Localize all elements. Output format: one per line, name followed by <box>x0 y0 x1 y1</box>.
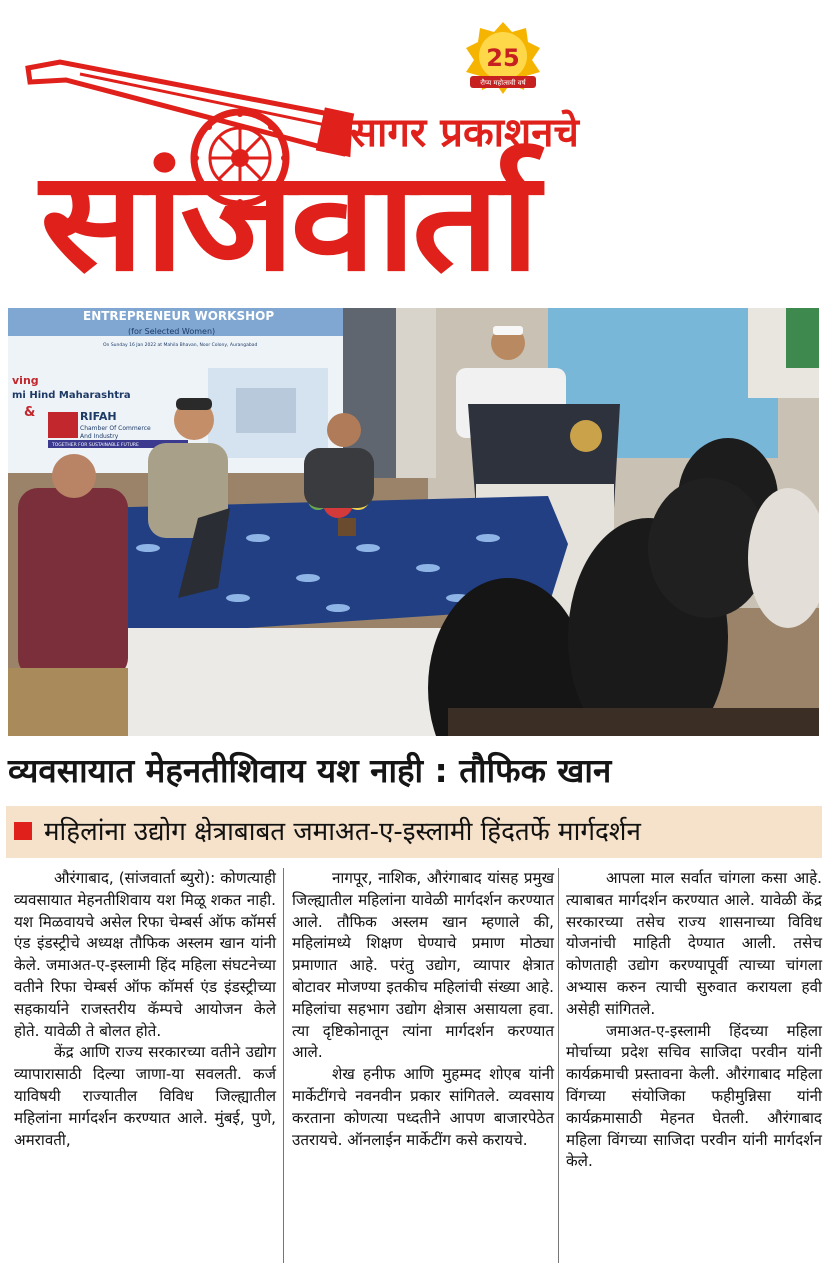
headline: व्यवसायात मेहनतीशिवाय यश नाही : तौफिक खान <box>8 751 612 790</box>
masthead-subtitle: सागर प्रकाशनचे <box>350 110 579 156</box>
banner-org2-sub1: Chamber Of Commerce <box>80 425 151 432</box>
column-divider <box>558 868 559 1263</box>
article-column-1 <box>14 868 276 1151</box>
badge-caption: रौप्य महोत्सवी वर्ष <box>480 79 526 87</box>
paragraph: केंद्र आणि राज्य सरकारच्या वतीने उद्योग व्यापारासाठी दिल्या जाणा-या सवलती. कर्ज याविषयी राज्यातील विविध जिल्ह्यातील महिलांना मार्गदर्शन करण्यात आले. मुंबई, पुणे, अमरावती, <box>14 1043 276 1149</box>
column-divider <box>283 868 284 1263</box>
banner-org2-sub2: And Industry <box>80 433 119 440</box>
masthead-title: सांजवार्ता <box>40 141 536 302</box>
banner-subtitle: (for Selected Women) <box>128 327 216 336</box>
paragraph: नागपूर, नाशिक, औरंगाबाद यांसह प्रमुख जिल्ह्यातील महिलांना यावेळी मार्गदर्शन करण्यात आले. तौफिक अस्लम खान म्हणाले की, महिलांमध्ये शिक्षण घेण्याचे प्रमाण मोठ्या प्रमाणात आहे. परंतु उद्योग, व्यापार क्षेत्रात बोटावर मोजण्या इतकीच महिलांची संख्या आहे. महिलांचा सहभाग उद्योग क्षेत्रास असायला हवा. त्या दृष्टिकोनातून त्यांना मार्गदर्शन करण्यात आले. <box>292 869 554 1062</box>
banner-title: ENTREPRENEUR WORKSHOP <box>83 309 275 323</box>
paragraph: जमाअत-ए-इस्लामी हिंदच्या महिला मोर्चाच्या प्रदेश सचिव साजिदा परवीन यांनी कार्यक्रमाची प्रस्तावना केली. औरंगाबाद महिला विंगच्या संयोजिका फहीमुन्निसा यांनी कार्यक्रमासाठी मेहनत घेतली. औरंगाबाद महिला विंगच्या साजिदा परवीन यांनी मार्गदर्शन केले. <box>566 1021 822 1171</box>
banner-org1: mi Hind Maharashtra <box>12 390 131 401</box>
event-photo <box>8 308 819 736</box>
article-column-3 <box>566 868 822 1173</box>
badge-number: 25 <box>486 44 520 72</box>
banner-date: On Sunday 16 Jan 2022 at Mahila Bhavan, Noor Colony, Aurangabad <box>103 343 258 348</box>
svg-text:&: & <box>24 405 36 420</box>
masthead <box>0 0 825 300</box>
paragraph: औरंगाबाद, (सांजवार्ता ब्युरो): कोणत्याही व्यवसायात मेहनतीशिवाय यश मिळू शकत नाही. यश मिळवायचे असेल रिफा चेम्बर्स ऑफ कॉमर्स एंड इंडस्ट्रीचे अध्यक्ष तौफिक अस्लम खान यांनी केले. जमाअत-ए-इस्लामी हिंद महिला संघटनेच्या वतीने रिफा चेम्बर्स ऑफ कॉमर्स एंड इंडस्ट्रीच्या सहकार्याने राजस्तरीय कॅम्पचे आयोजन केले होते. यावेळी ते बोलत होते. <box>14 869 276 1040</box>
silver-jubilee-badge <box>462 20 544 96</box>
banner-tagline: TOGETHER FOR SUSTAINABLE FUTURE <box>52 443 139 448</box>
event-photo-illustration <box>8 308 819 736</box>
bullet-square-icon <box>14 822 32 840</box>
banner-prefix: ving <box>12 374 39 387</box>
paragraph: आपला माल सर्वात चांगला कसा आहे. त्याबाबत मार्गदर्शन करण्यात आले. यावेळी केंद्र सरकारच्या तसेच राज्य शासनाच्या विविध योजनांची माहिती देण्यात आली. तसेच कोणताही उद्योग करण्यापूर्वी त्याच्या चांगला अभ्यास करुन त्याची सुरुवात करायला हवी असेही सांगितले. <box>566 869 822 1018</box>
paragraph: शेख हनीफ आणि मुहम्मद शोएब यांनी मार्केटींगचे नवनवीन प्रकार सांगितले. व्यवसाय करताना कोणत्या पध्दतीने आपण बाजारपेठेत उतरायचे. ऑनलाईन मार्केटींग कसे करायचे. <box>292 1065 554 1149</box>
subheadline: महिलांना उद्योग क्षेत्राबाबत जमाअत-ए-इस्लामी हिंदतर्फे मार्गदर्शन <box>44 817 641 847</box>
banner-org2: RIFAH <box>80 410 117 423</box>
article-column-2 <box>292 868 554 1151</box>
